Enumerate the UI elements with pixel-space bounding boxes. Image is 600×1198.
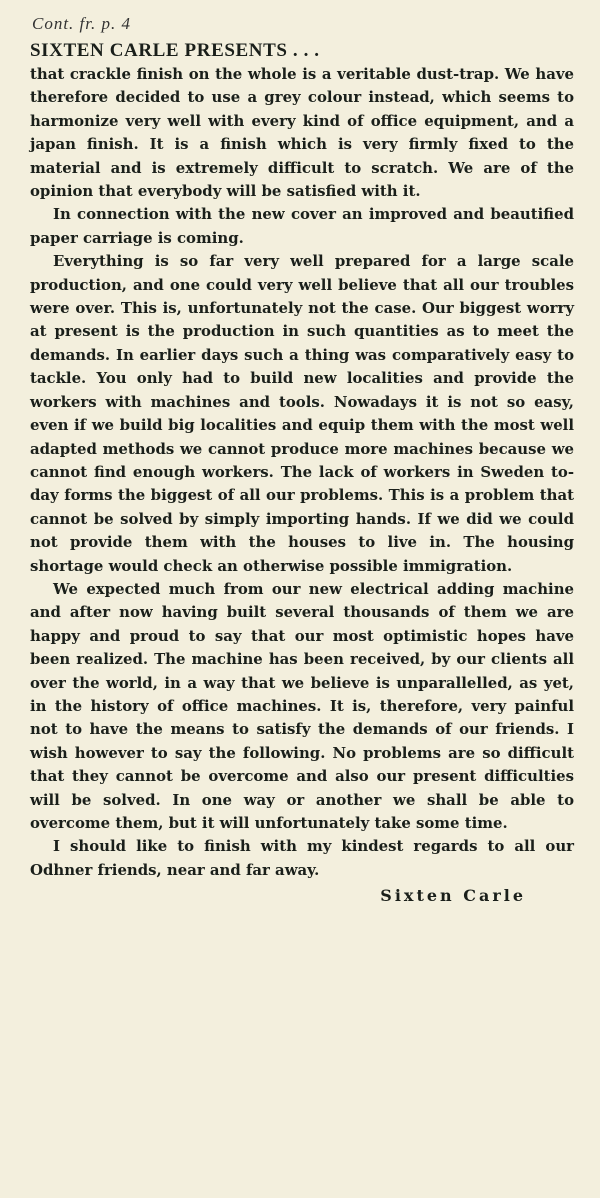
paragraph-3: Everything is so far very well prepared for a large scale production, and one could very well believe that all our troubles were over. This is, unfortunately not the case. Our biggest worry at present is the production in such quantities as to meet the demands. In earlier days such a thing was comparatively easy to tackle. You only had to build new localities and provide the workers with machines and tools. Nowadays it is not so easy, even if we build big localities and equip them with the most well adapted methods we cannot produce more machines because we cannot find enough workers. The lack of workers in Sweden to-day forms the biggest of all our problems. This is a problem that cannot be solved by simply importing hands. If we did we could not provide them with the houses to live in. The housing shortage would check an otherwise possible immigration. <box>30 252 574 575</box>
paragraph-4: We expected much from our new electrical adding machine and after now having built several thousands of them we are happy and proud to say that our most optimistic hopes have been realized. The machine has been received, by our clients all over the world, in a way that we believe is unparallelled, as yet, in the history of office machines. It is, therefore, very painful not to have the means to satisfy the demands of our friends. I wish however to say the following. No problems are so difficult that they cannot be overcome and also our present difficulties will be solved. In one way or another we shall be able to overcome them, but it will unfortunately take some time. <box>30 579 574 832</box>
signature: Sixten Carle <box>380 886 526 906</box>
paragraph-5: I should like to finish with my kindest regards to all our Odhner friends, near and far away. <box>30 837 574 879</box>
article-heading: SIXTEN CARLE PRESENTS . . . <box>30 40 320 61</box>
paragraph-2: In connection with the new cover an improved and beautified paper carriage is coming. <box>30 205 574 247</box>
continuation-note: Cont. fr. p. 4 <box>32 14 132 33</box>
paragraph-1: that crackle finish on the whole is a veritable dust-trap. We have therefore decided to use a grey colour instead, which seems to harmonize very well with every kind of office equipment, and a japan finish. It is a finish which is very firmly fixed to the material and is extremely difficult to scratch. We are of the opinion that everybody will be satisfied with it. <box>30 65 574 201</box>
